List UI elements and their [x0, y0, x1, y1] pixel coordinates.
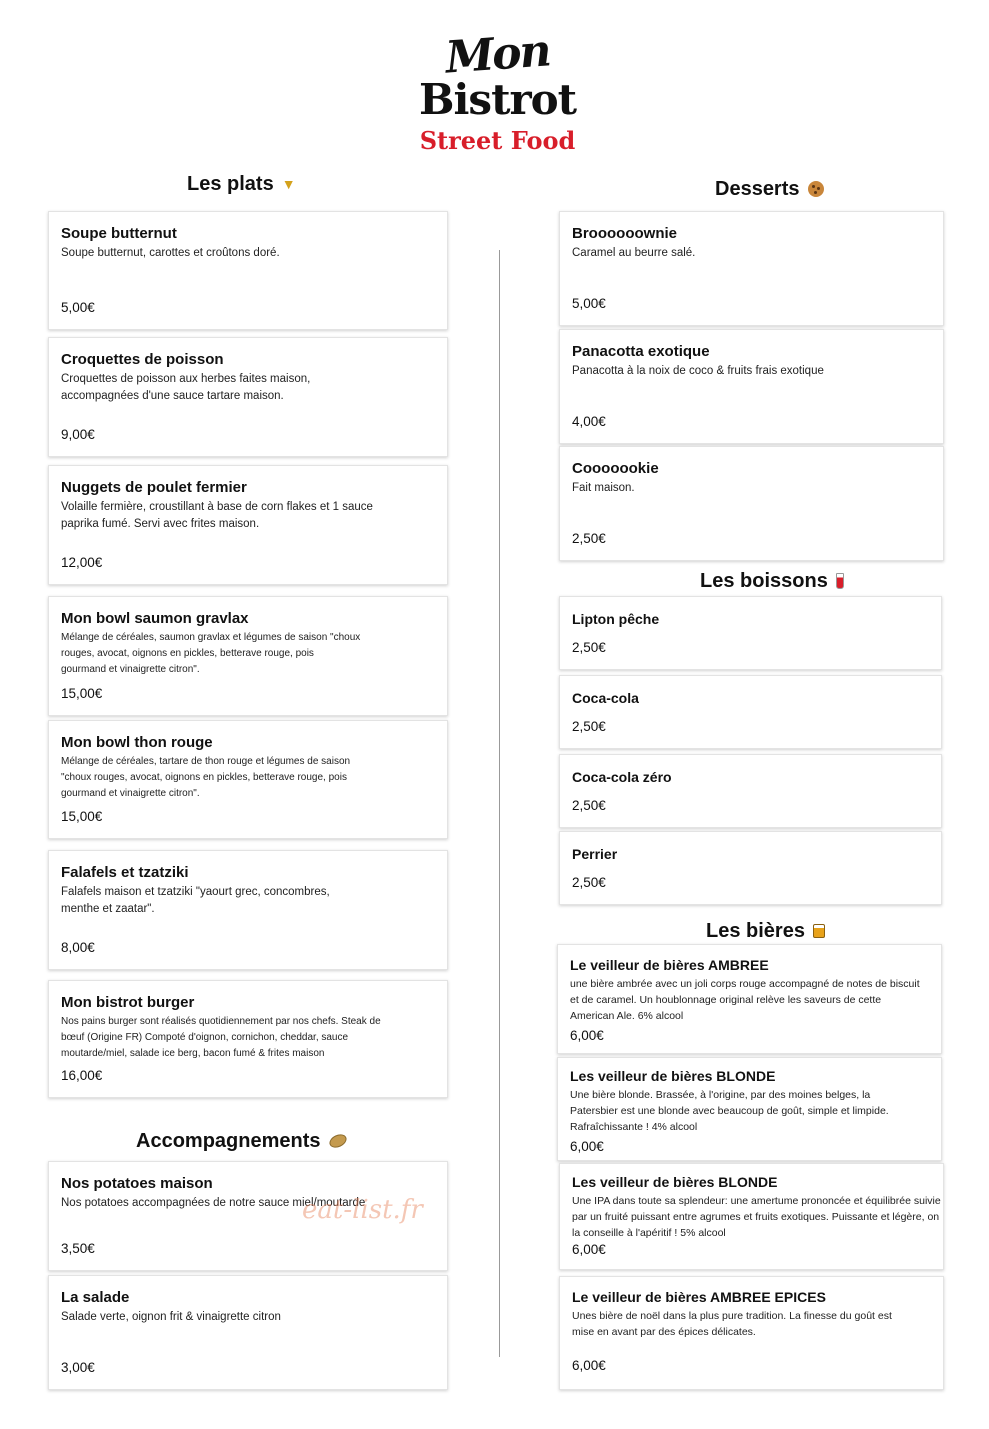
- menu-item-card[interactable]: [559, 329, 944, 444]
- menu-item-card[interactable]: [557, 1057, 942, 1161]
- menu-item-price: 2,50€: [572, 640, 606, 655]
- menu-item-card[interactable]: [559, 1163, 944, 1270]
- menu-item-name: Mon bowl saumon gravlax: [61, 610, 249, 627]
- menu-item-price: 2,50€: [572, 798, 606, 813]
- menu-item-description: Nos potatoes accompagnées de notre sauce miel/moutarde: [61, 1197, 366, 1209]
- menu-item-price: 4,00€: [572, 414, 606, 429]
- section-title-bieres: [706, 918, 825, 944]
- menu-item-description: Croquettes de poisson aux herbes faites maison, accompagnées d'une sauce tartare maison.: [61, 373, 311, 402]
- menu-item-name: La salade: [61, 1289, 130, 1306]
- menu-item-name: Coca-cola zéro: [572, 769, 672, 785]
- menu-item-price: 2,50€: [572, 719, 606, 734]
- section-title-plats-label: Les plats: [187, 173, 274, 195]
- menu-item-description: Mélange de céréales, saumon gravlax et légumes de saison "choux rouges, avocat, oignons en pickles, betterave rouge, pois gourmand et vinaigrette citron".: [61, 632, 361, 675]
- menu-item-description: Mélange de céréales, tartare de thon rouge et légumes de saison "choux rouges, avocat, oignons en pickles, betterave rouge, pois gourmand et vinaigrette citron".: [61, 756, 351, 799]
- menu-item-price: 5,00€: [572, 296, 606, 311]
- menu-item-card[interactable]: [48, 465, 448, 585]
- menu-item-name: Falafels et tzatziki: [61, 864, 189, 881]
- menu-item-name: Panacotta exotique: [572, 343, 710, 360]
- menu-item-name: Lipton pêche: [572, 611, 660, 627]
- menu-item-name: Soupe butternut: [61, 225, 177, 242]
- menu-item-price: 9,00€: [61, 427, 95, 442]
- menu-item-price: 6,00€: [572, 1242, 606, 1257]
- logo-line-mon: Mon: [443, 25, 552, 84]
- menu-item-card[interactable]: [559, 1276, 944, 1390]
- menu-item-name: Mon bistrot burger: [61, 994, 195, 1011]
- menu-item-price: 3,50€: [61, 1241, 95, 1256]
- beer-icon: [813, 924, 825, 938]
- menu-item-description: Falafels maison et tzatziki "yaourt grec, concombres, menthe et zaatar".: [61, 886, 330, 915]
- menu-item-card[interactable]: [48, 337, 448, 457]
- menu-item-price: 15,00€: [61, 809, 103, 824]
- menu-item-name: Les veilleur de bières BLONDE: [570, 1068, 776, 1084]
- menu-item-description: Volaille fermière, croustillant à base de corn flakes et 1 sauce paprika fumé. Servi avec frites maison.: [61, 501, 373, 530]
- menu-item-price: 6,00€: [570, 1139, 604, 1154]
- menu-item-description: Salade verte, oignon frit & vinaigrette citron: [61, 1311, 281, 1323]
- menu-item-price: 12,00€: [61, 555, 103, 570]
- menu-item-card[interactable]: [559, 675, 942, 749]
- section-title-desserts: [715, 176, 824, 202]
- menu-item-name: Croquettes de poisson: [61, 351, 224, 368]
- menu-item-description: Caramel au beurre salé.: [572, 247, 696, 259]
- menu-item-card[interactable]: [557, 944, 942, 1054]
- menu-item-description: Fait maison.: [572, 482, 635, 494]
- menu-item-card[interactable]: [559, 831, 942, 905]
- menu-item-card[interactable]: [559, 211, 944, 326]
- menu-item-price: 15,00€: [61, 686, 103, 701]
- menu-item-name: Cooooookie: [572, 460, 659, 477]
- fries-icon: ▼: [281, 176, 296, 192]
- menu-item-name: Broooooownie: [572, 225, 677, 242]
- section-title-bieres-label: Les bières: [706, 920, 805, 942]
- logo-line-street-food: Street Food: [419, 126, 576, 155]
- menu-item-price: 3,00€: [61, 1360, 95, 1375]
- section-title-desserts-label: Desserts: [715, 178, 800, 200]
- menu-item-description: une bière ambrée avec un joli corps rouge accompagné de notes de biscuit et de caramel. Un houblonnage original relève les saveurs de cette American Ale. 6% alcool: [570, 978, 920, 1022]
- menu-item-card[interactable]: [48, 850, 448, 970]
- column-divider: [499, 250, 500, 1357]
- logo-line-bistrot: Bistrot: [418, 75, 577, 124]
- cookie-icon: [808, 181, 824, 197]
- menu-item-name: Les veilleur de bières BLONDE: [572, 1174, 778, 1190]
- section-title-accompagnements: [136, 1128, 347, 1154]
- menu-item-name: Le veilleur de bières AMBREE: [570, 957, 769, 973]
- menu-item-name: Le veilleur de bières AMBREE EPICES: [572, 1289, 826, 1305]
- menu-item-card[interactable]: [48, 596, 448, 716]
- menu-item-card[interactable]: [559, 446, 944, 561]
- menu-item-name: Nos potatoes maison: [61, 1175, 213, 1192]
- menu-item-card[interactable]: [48, 980, 448, 1098]
- menu-item-price: 6,00€: [570, 1028, 604, 1043]
- menu-item-description: Soupe butternut, carottes et croûtons doré.: [61, 247, 280, 259]
- menu-item-card[interactable]: [559, 596, 942, 670]
- section-title-boissons: [700, 568, 844, 594]
- menu-item-price: 6,00€: [572, 1358, 606, 1373]
- menu-item-name: Mon bowl thon rouge: [61, 734, 213, 751]
- section-title-boissons-label: Les boissons: [700, 570, 828, 592]
- menu-item-price: 5,00€: [61, 300, 95, 315]
- menu-item-price: 16,00€: [61, 1068, 103, 1083]
- menu-item-description: Unes bière de noël dans la plus pure tradition. La finesse du goût est mise en avant par des épices délicates.: [572, 1310, 892, 1338]
- menu-item-name: Perrier: [572, 846, 618, 862]
- menu-item-name: Coca-cola: [572, 690, 639, 706]
- menu-item-price: 8,00€: [61, 940, 95, 955]
- section-title-accompagnements-label: Accompagnements: [136, 1130, 321, 1152]
- menu-item-price: 2,50€: [572, 875, 606, 890]
- drink-icon: [836, 573, 844, 589]
- menu-item-card[interactable]: [48, 1275, 448, 1390]
- menu-item-description: Nos pains burger sont réalisés quotidiennement par nos chefs. Steak de bœuf (Origine FR) Compoté d'oignon, cornichon, cheddar, sauce moutarde/miel, salade ice berg, bacon fumé & frites maison: [61, 1016, 381, 1059]
- menu-item-description: Une bière blonde. Brassée, à l'origine, par des moines belges, la Patersbier est une blonde avec beaucoup de goût, simple et limpide. Rafraîchissante ! 4% alcool: [570, 1089, 889, 1133]
- potato-icon: [327, 1132, 348, 1150]
- menu-item-description: Une IPA dans toute sa splendeur: une amertume prononcée et équilibrée suivie par un fruité puissant entre agrumes et fruits exotiques. Puissante et légère, on la conseille à l'apéritif ! 5% alcool: [572, 1195, 941, 1239]
- watermark: eat-list.fr: [302, 1195, 423, 1225]
- brand-logo: [405, 25, 590, 170]
- menu-item-card[interactable]: [48, 211, 448, 330]
- menu-item-card[interactable]: [559, 754, 942, 828]
- section-title-plats: [187, 171, 296, 197]
- menu-item-description: Panacotta à la noix de coco & fruits frais exotique: [572, 365, 824, 377]
- menu-item-price: 2,50€: [572, 531, 606, 546]
- menu-item-card[interactable]: [48, 720, 448, 839]
- menu-item-name: Nuggets de poulet fermier: [61, 479, 247, 496]
